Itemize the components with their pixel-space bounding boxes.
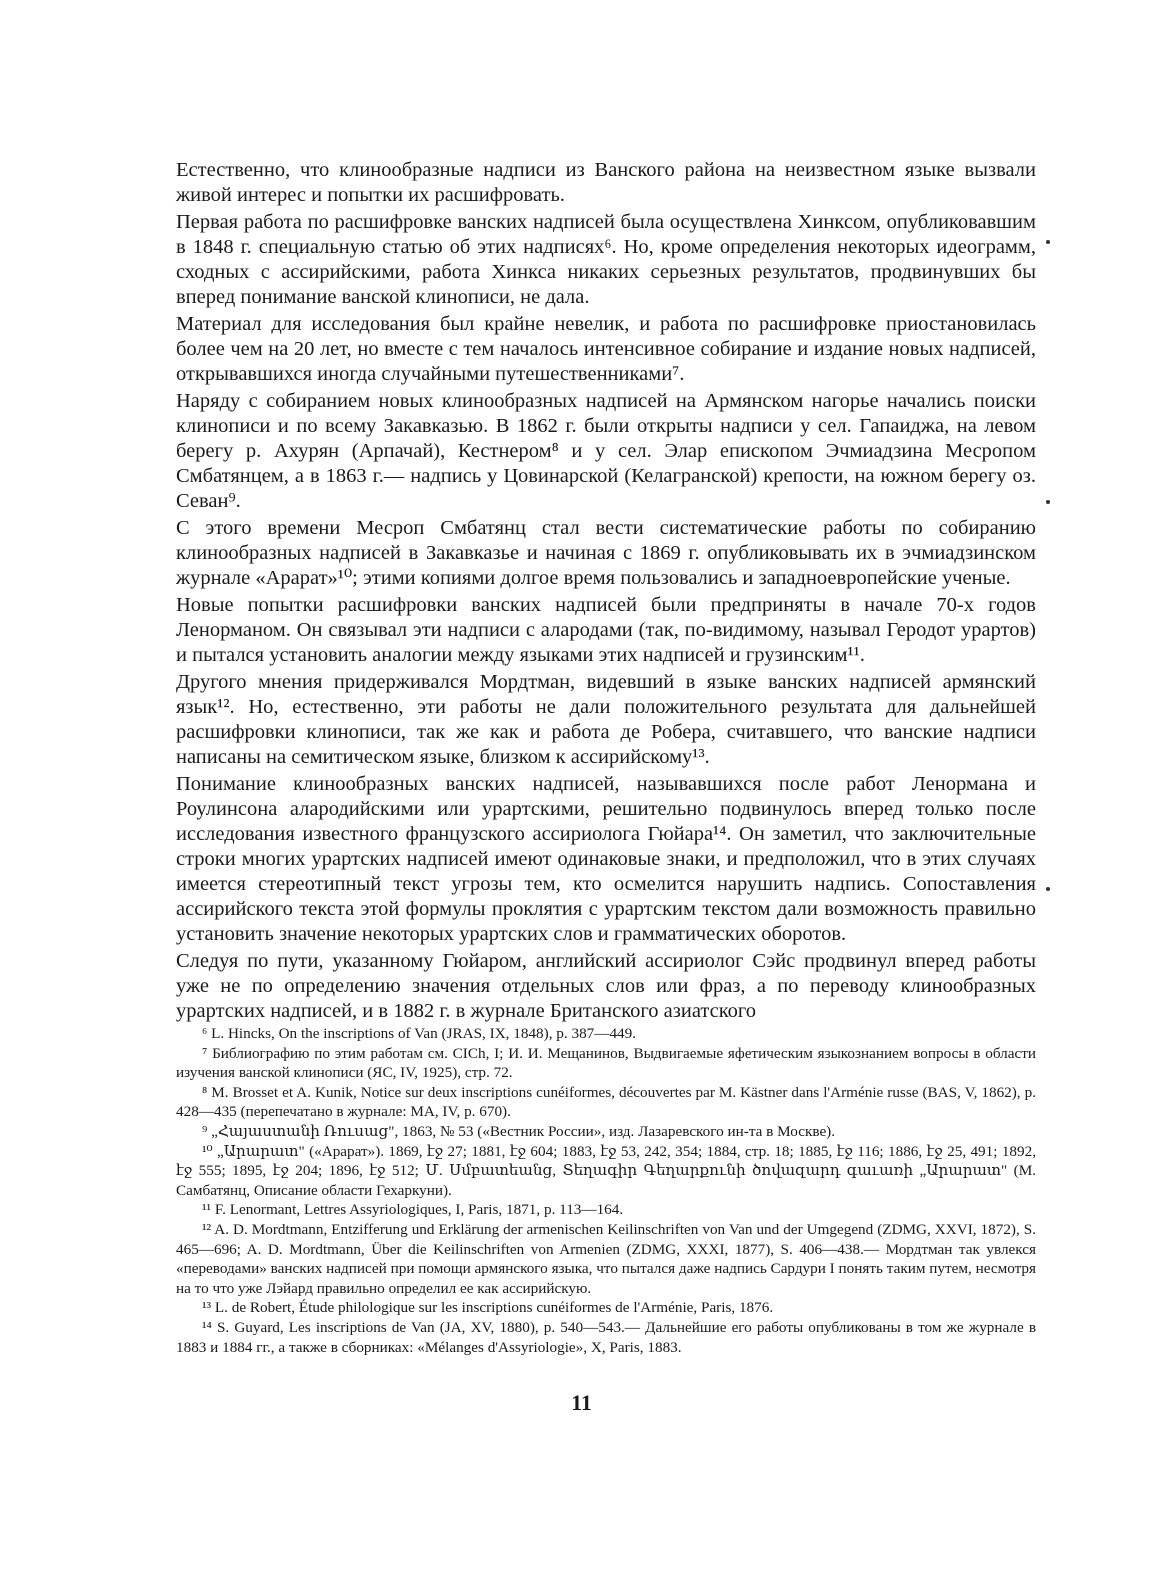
footnote: ¹² A. D. Mordtmann, Entzifferung und Erklärung der armenischen Keilinschriften von Van und der Umgegend (ZDMG, XXVI, 1872), S. 465—696; A. D. Mordtmann, Über die Keilinschriften von Armenien (ZDMG, XXXI, 1877), S. 406—438.— Мордтман так увлекся «переводами» ванских надписей при помощи армянского языка, что пытался даже надпись Сардури I понять таким путем, несмотря на то что уже Лэйард правильно определил ее как ассирийскую. <box>176 1220 1036 1297</box>
footnote: ⁶ L. Hincks, On the inscriptions of Van (JRAS, IX, 1848), p. 387—449. <box>202 1025 637 1042</box>
main-text <box>176 158 1036 1024</box>
margin-mark <box>1046 500 1050 504</box>
paragraph: Наряду с собиранием новых клинообразных надписей на Армянском нагорье начались поиски клинописи и по всему Закавказью. В 1862 г. были открыты надписи у сел. Гапаиджа, на левом берегу р. Ахурян (Арпачай), Кестнером⁸ и у сел. Элар епископом Эчмиадзина Месропом Смбатянцем, а в 1863 г.— надпись у Цовинарской (Келагранской) крепости, на южном берегу оз. Севан⁹. <box>176 390 1036 512</box>
paragraph: Материал для исследования был крайне невелик, и работа по расшифровке приостановилась более чем на 20 лет, но вместе с тем началось интенсивное собирание и издание новых надписей, открывавшихся иногда случайными путешественниками⁷. <box>176 313 1036 385</box>
paragraph: Другого мнения придерживался Мордтман, видевший в языке ванских надписей армянский язык¹². Но, естественно, эти работы не дали положительного результата для дальнейшей расшифровки клинописи, так же как и работа де Робера, считавшего, что ванские надписи написаны на семитическом языке, близком к ассирийскому¹³. <box>176 671 1036 768</box>
footnote: ¹⁰ „Արարատ" («Арарат»). 1869, էջ 27; 1881, էջ 604; 1883, էջ 53, 242, 354; 1884, стр. 18; 1885, էջ 116; 1886, էջ 25, 491; 1892, էջ 555; 1895, էջ 204; 1896, էջ 512; Մ. Սմբատեանց, Տեղագիր Գեղարքունի ծովազարդ գաւառի „Արարատ" (М. Самбатянц, Описание области Гехаркуни). <box>176 1142 1036 1199</box>
footnote: ¹¹ F. Lenormant, Lettres Assyriologiques, I, Paris, 1871, p. 113—164. <box>202 1201 624 1219</box>
footnote: ⁹ „Հայաստանի Ռուսաց", 1863, № 53 («Вестник России», изд. Лазаревского ин-та в Москве). <box>202 1122 836 1140</box>
footnote: ⁷ Библиографию по этим работам см. CICh, I; И. И. Мещанинов, Выдвигаемые яфетическим языкознанием вопросы в области изучения ванской клинописи (ЯС, IV, 1925), стр. 72. <box>176 1044 1036 1082</box>
paragraph: Первая работа по расшифровке ванских надписей была осуществлена Хинксом, опубликовавшим в 1848 г. специальную статью об этих надписях⁶. Но, кроме определения некоторых идеограмм, сходных с ассирийскими, работа Хинкса никаких серьезных результатов, продвинувших бы вперед понимание ванской клинописи, не дала. <box>176 211 1036 308</box>
footnote: ¹⁴ S. Guyard, Les inscriptions de Van (JA, XV, 1880), p. 540—543.— Дальнейшие его работы опубликованы в том же журнале в 1883 и 1884 гг., а также в сборниках: «Mélanges d'Assyriologie», X, Paris, 1883. <box>176 1318 1036 1356</box>
paragraph: Естественно, что клинообразные надписи из Ванского района на неизвестном языке вызвали живой интерес и попытки их расшифровать. <box>176 159 1036 206</box>
paragraph: Понимание клинообразных ванских надписей, называвшихся после работ Ленормана и Роулинсона алародийскими или урартскими, решительно подвинулось вперед только после исследования известного французского ассириолога Гюйара¹⁴. Он заметил, что заключительные строки многих урартских надписей имеют одинаковые знаки, и предположил, что в этих случаях имеется стереотипный текст угрозы тем, кто осмелится нарушить надпись. Сопоставления ассирийского текста этой формулы проклятия с урартским текстом дали возможность правильно установить значение некоторых урартских слов и грамматических оборотов. <box>176 773 1036 945</box>
footnote: ⁸ M. Brosset et A. Kunik, Notice sur deux inscriptions cunéiformes, découvertes par M. Kästner dans l'Arménie russe (BAS, V, 1862), p. 428—435 (перепечатано в журнале: MA, IV, p. 670). <box>176 1083 1036 1121</box>
margin-mark <box>1046 887 1050 891</box>
paragraph: С этого времени Месроп Смбатянц стал вести систематические работы по собиранию клинообразных надписей в Закавказье и начиная с 1869 г. опубликовывать их в эчмиадзинском журнале «Арарат»¹⁰; этими копиями долгое время пользовались и западноевропейские ученые. <box>176 517 1036 589</box>
paragraph: Новые попытки расшифровки ванских надписей были предприняты в начале 70-х годов Ленорманом. Он связывал эти надписи с алародами (так, по-видимому, называл Геродот урартов) и пытался установить аналогии между языками этих надписей и грузинским¹¹. <box>176 594 1036 666</box>
footnote: ¹³ L. de Robert, Étude philologique sur les inscriptions cunéiformes de l'Arménie, Paris, 1876. <box>202 1299 774 1317</box>
page-number: 11 <box>571 1390 592 1415</box>
footnotes <box>176 1024 1036 1357</box>
paragraph: Следуя по пути, указанному Гюйаром, английский ассириолог Сэйс продвинул вперед работы уже не по определению значения отдельных слов или фраз, а по переводу клинообразных урартских надписей, и в 1882 г. в журнале Британского азиатского <box>176 950 1036 1022</box>
margin-mark <box>1046 240 1050 244</box>
